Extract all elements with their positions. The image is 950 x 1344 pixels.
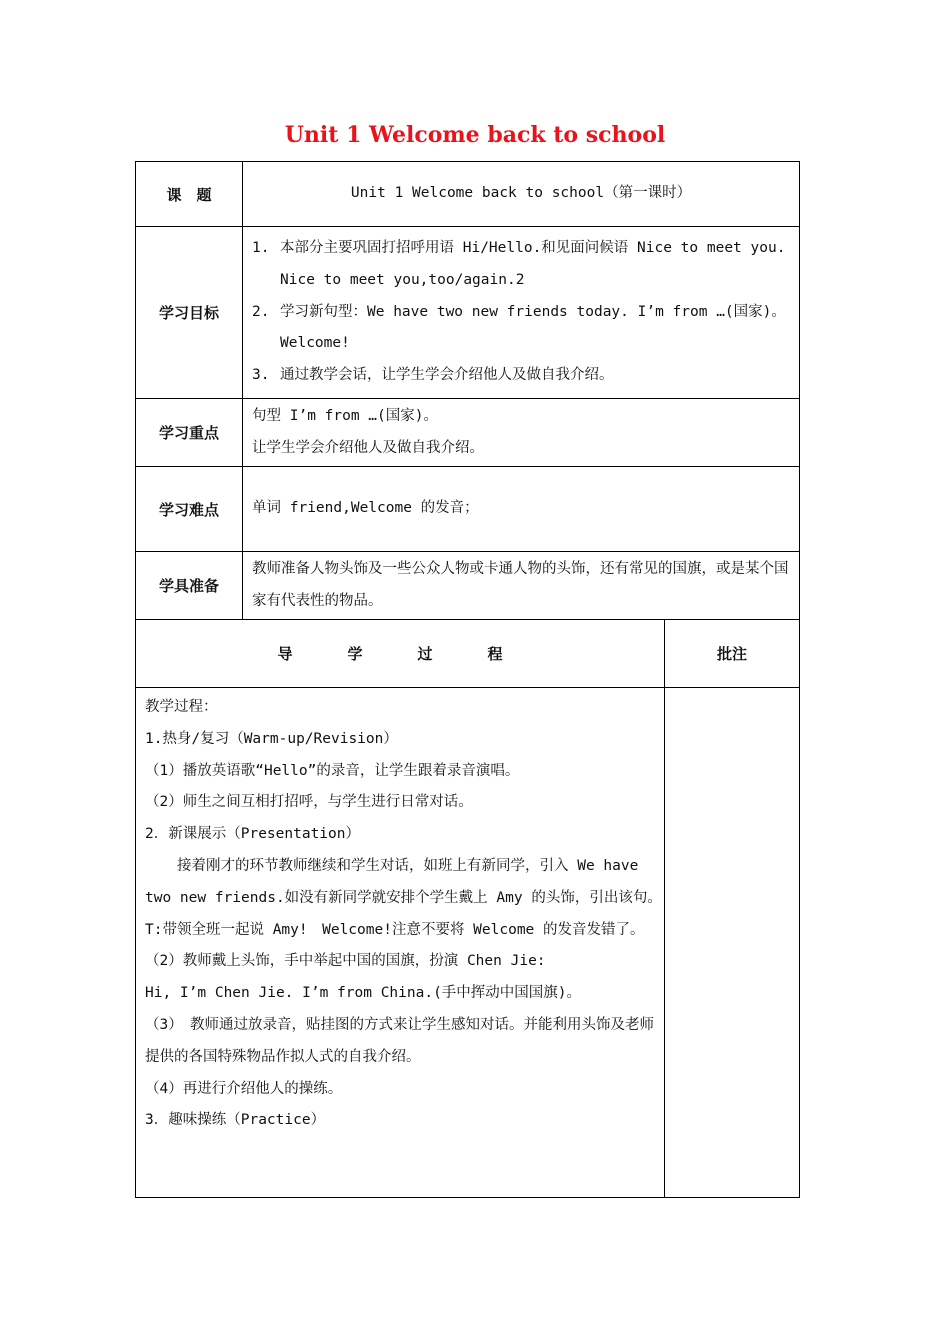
goals-list [243, 227, 800, 399]
goal-number: 3. [252, 367, 270, 384]
process-line: （2）师生之间互相打招呼，与学生进行日常对话。 [145, 794, 473, 811]
process-line: 2．新课展示（Presentation） [145, 826, 360, 843]
goal-text: 学习新句型：We have two new friends today. I’m from …(国家)。Welcome! [280, 303, 786, 352]
process-line: （3） 教师通过放录音，贴挂图的方式来让学生感知对话。并能利用头饰及老师提供的各国特殊物品作拟人式的自我介绍。 [145, 1016, 654, 1065]
difficult-points-value: 单词 friend,Welcome 的发音； [243, 467, 800, 552]
process-content [136, 688, 665, 1198]
preparation-label: 学具准备 [136, 552, 243, 620]
process-line: T:带领全班一起说 Amy! Welcome!注意不要将 Welcome 的发音发错了。 [145, 921, 645, 938]
goal-number: 1. [252, 240, 270, 257]
document-title: Unit 1 Welcome back to school [284, 122, 666, 148]
goals-row [136, 227, 800, 399]
process-header-row [136, 620, 800, 688]
key-point-line: 句型 I’m from …(国家)。 [252, 407, 438, 424]
notes-header: 批注 [665, 620, 800, 688]
process-line: Hi, I’m Chen Jie. I’m from China.(手中挥动中国国旗)。 [145, 985, 582, 1002]
difficult-points-row [136, 467, 800, 552]
topic-value: Unit 1 Welcome back to school（第一课时） [243, 162, 800, 227]
goal-text: 通过教学会话，让学生学会介绍他人及做自我介绍。 [280, 367, 614, 384]
process-header [136, 620, 665, 688]
difficult-points-label: 学习难点 [136, 467, 243, 552]
process-line: 1.热身/复习（Warm-up/Revision） [145, 730, 398, 747]
key-points-row [136, 399, 800, 467]
process-header-text: 导 学 过 程 [277, 645, 523, 663]
goals-label: 学习目标 [136, 227, 243, 399]
key-points-value [243, 399, 800, 467]
process-line: （1）播放英语歌“Hello”的录音，让学生跟着录音演唱。 [145, 762, 520, 779]
topic-label: 课 题 [136, 162, 243, 227]
process-line: （4）再进行介绍他人的操练。 [145, 1080, 343, 1097]
preparation-value: 教师准备人物头饰及一些公众人物或卡通人物的头饰，还有常见的国旗，或是某个国家有代表性的物品。 [243, 552, 800, 620]
goal-number: 2. [252, 303, 270, 320]
goal-item [252, 360, 790, 392]
process-line: 教学过程： [145, 699, 218, 715]
process-line: 3．趣味操练（Practice） [145, 1112, 326, 1129]
goal-item [252, 233, 790, 296]
process-paragraph: 接着刚才的环节教师继续和学生对话，如班上有新同学，引入 We have two new friends.如没有新同学就安排个学生戴上 Amy 的头饰，引出该句。 [145, 857, 662, 906]
goal-text: 本部分主要巩固打招呼用语 Hi/Hello.和见面问候语 Nice to meet you. Nice to meet you,too/again.2 [280, 240, 786, 288]
notes-column [665, 688, 800, 1198]
goal-item [252, 297, 790, 360]
process-body-row [136, 688, 800, 1198]
process-line: （2）教师戴上头饰，手中举起中国的国旗，扮演 Chen Jie: [145, 953, 546, 970]
topic-row [136, 162, 800, 227]
lesson-plan-table [135, 161, 800, 1198]
preparation-row [136, 552, 800, 620]
key-points-label: 学习重点 [136, 399, 243, 467]
key-point-line: 让学生学会介绍他人及做自我介绍。 [252, 439, 484, 456]
